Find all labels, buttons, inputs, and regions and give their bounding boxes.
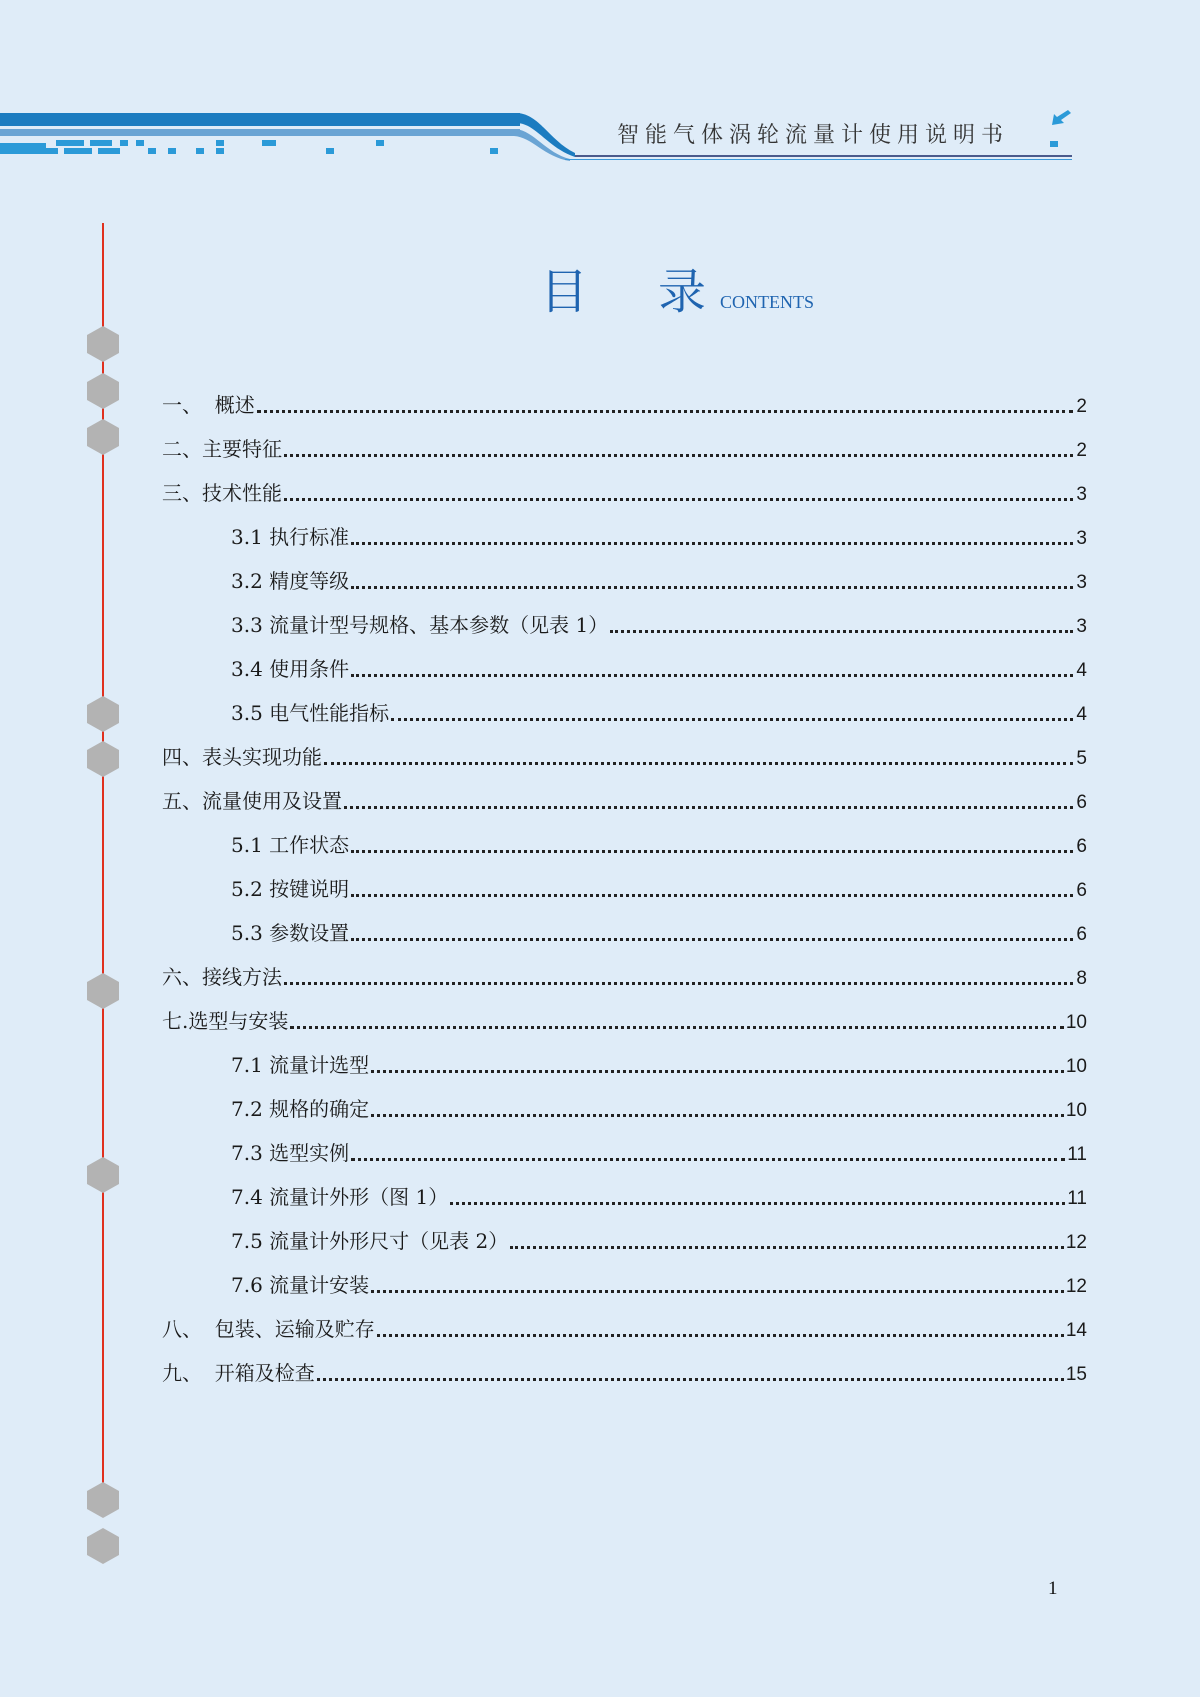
toc-leader-dots [284,498,1073,501]
toc-leader-dots [377,1334,1064,1337]
toc-entry-page: 5 [1076,748,1087,769]
toc-entry-label: 7.1 流量计选型 [231,1053,370,1077]
toc-entry-label: 3.2 精度等级 [231,569,350,593]
toc-entry-page: 3 [1076,484,1087,505]
toc-entry-page: 14 [1065,1320,1087,1341]
toc-leader-dots [351,850,1073,853]
toc-entry[interactable] [162,598,1087,642]
toc-entry[interactable] [162,1038,1087,1082]
toc-entry-page: 6 [1076,836,1087,857]
toc-entry[interactable] [162,422,1087,466]
toc-entry-page: 2 [1076,396,1087,417]
toc-entry-label: 七.选型与安装 [162,1009,289,1033]
toc-entry-page: 12 [1065,1276,1087,1297]
toc-entry-page: 12 [1065,1232,1087,1253]
toc-leader-dots [610,630,1073,633]
toc-leader-dots [371,1290,1064,1293]
toc-entry[interactable] [162,950,1087,994]
toc-entry-label: 7.2 规格的确定 [231,1097,370,1121]
toc-entry-label: 3.5 电气性能指标 [231,701,390,725]
toc-title-char-1: 目 [540,264,589,320]
toc-entry[interactable] [162,378,1087,422]
toc-entry[interactable] [162,730,1087,774]
toc-entry[interactable] [162,1126,1087,1170]
toc-leader-dots [371,1070,1064,1073]
toc-leader-dots [391,718,1073,721]
toc-entry[interactable] [162,466,1087,510]
toc-subtitle: CONTENTS [720,292,815,312]
hexagon-marker-icon [87,696,119,732]
toc-entry[interactable] [162,906,1087,950]
toc-leader-dots [351,938,1073,941]
toc-entry[interactable] [162,1258,1087,1302]
toc-entry-page: 11 [1067,1188,1087,1209]
toc-entry-page: 10 [1065,1012,1087,1033]
toc-entry-label: 7.3 选型实例 [231,1141,350,1165]
toc-entry-label: 六、接线方法 [162,965,282,989]
toc-entry-page: 8 [1076,968,1087,989]
table-of-contents [162,378,1087,1390]
toc-entry-label: 7.5 流量计外形尺寸（见表 2） [231,1229,509,1253]
toc-entry-page: 11 [1067,1144,1087,1165]
hexagon-marker-icon [87,741,119,777]
toc-leader-dots [290,1026,1064,1029]
header-rule [575,155,1072,157]
toc-entry[interactable] [162,510,1087,554]
toc-leader-dots [351,894,1073,897]
header-band-dark [0,113,520,126]
hexagon-marker-icon [87,373,119,409]
toc-entry-label: 二、主要特征 [162,437,282,461]
toc-leader-dots [284,982,1073,985]
toc-entry-page: 6 [1076,792,1087,813]
toc-entry-page: 6 [1076,880,1087,901]
toc-entry-label: 5.1 工作状态 [231,833,350,857]
hexagon-marker-icon [87,326,119,362]
toc-entry[interactable] [162,1214,1087,1258]
toc-title-char-2: 录 [658,264,707,320]
header-pixel-squares [0,140,520,156]
toc-entry-label: 三、技术性能 [162,481,282,505]
toc-leader-dots [257,410,1073,413]
toc-leader-dots [371,1114,1064,1117]
hexagon-marker-icon [87,1482,119,1518]
hexagon-marker-icon [87,419,119,455]
toc-entry-page: 6 [1076,924,1087,945]
timeline-line [102,223,104,1500]
page-number: 1 [1048,1578,1058,1599]
toc-leader-dots [344,806,1073,809]
toc-entry-page: 3 [1076,616,1087,637]
toc-leader-dots [351,1158,1065,1161]
toc-entry-label: 九、 开箱及检查 [162,1361,315,1385]
toc-entry-label: 五、流量使用及设置 [162,789,342,813]
toc-leader-dots [324,762,1073,765]
toc-entry-label: 7.4 流量计外形（图 1） [231,1185,449,1209]
toc-entry-page: 10 [1065,1100,1087,1121]
toc-leader-dots [450,1202,1065,1205]
header-rule-accent [565,159,1072,160]
toc-entry-page: 4 [1076,704,1087,725]
toc-leader-dots [351,674,1073,677]
toc-entry-page: 2 [1076,440,1087,461]
toc-entry-label: 3.3 流量计型号规格、基本参数（见表 1） [231,613,609,637]
header-band-light [0,129,520,136]
toc-entry[interactable] [162,774,1087,818]
toc-entry-label: 5.3 参数设置 [231,921,350,945]
toc-entry[interactable] [162,1302,1087,1346]
toc-leader-dots [351,586,1073,589]
hexagon-marker-icon [87,1528,119,1564]
toc-entry-label: 3.1 执行标准 [231,525,350,549]
toc-entry[interactable] [162,554,1087,598]
toc-entry[interactable] [162,862,1087,906]
toc-entry-label: 5.2 按键说明 [231,877,350,901]
hexagon-marker-icon [87,1157,119,1193]
toc-leader-dots [317,1378,1064,1381]
document-title: 智能气体涡轮流量计使用说明书 [617,123,1010,148]
hexagon-marker-icon [87,973,119,1009]
toc-entry-page: 3 [1076,572,1087,593]
toc-entry[interactable] [162,642,1087,686]
toc-entry[interactable] [162,1346,1087,1390]
toc-entry-page: 3 [1076,528,1087,549]
toc-entry-label: 7.6 流量计安装 [231,1273,370,1297]
toc-entry[interactable] [162,994,1087,1038]
toc-entry-label: 一、 概述 [162,393,255,417]
toc-entry[interactable] [162,686,1087,730]
corner-square-icon [1050,141,1058,147]
toc-leader-dots [351,542,1073,545]
toc-entry[interactable] [162,818,1087,862]
toc-entry-label: 四、表头实现功能 [162,745,322,769]
toc-leader-dots [284,454,1073,457]
toc-leader-dots [510,1246,1064,1249]
toc-entry[interactable] [162,1170,1087,1214]
arrow-down-left-icon [1050,108,1072,128]
toc-entry-page: 4 [1076,660,1087,681]
toc-entry-label: 3.4 使用条件 [231,657,350,681]
toc-heading [540,253,815,320]
toc-entry-page: 15 [1065,1364,1087,1385]
toc-entry[interactable] [162,1082,1087,1126]
toc-entry-page: 10 [1065,1056,1087,1077]
toc-entry-label: 八、 包装、运输及贮存 [162,1317,375,1341]
